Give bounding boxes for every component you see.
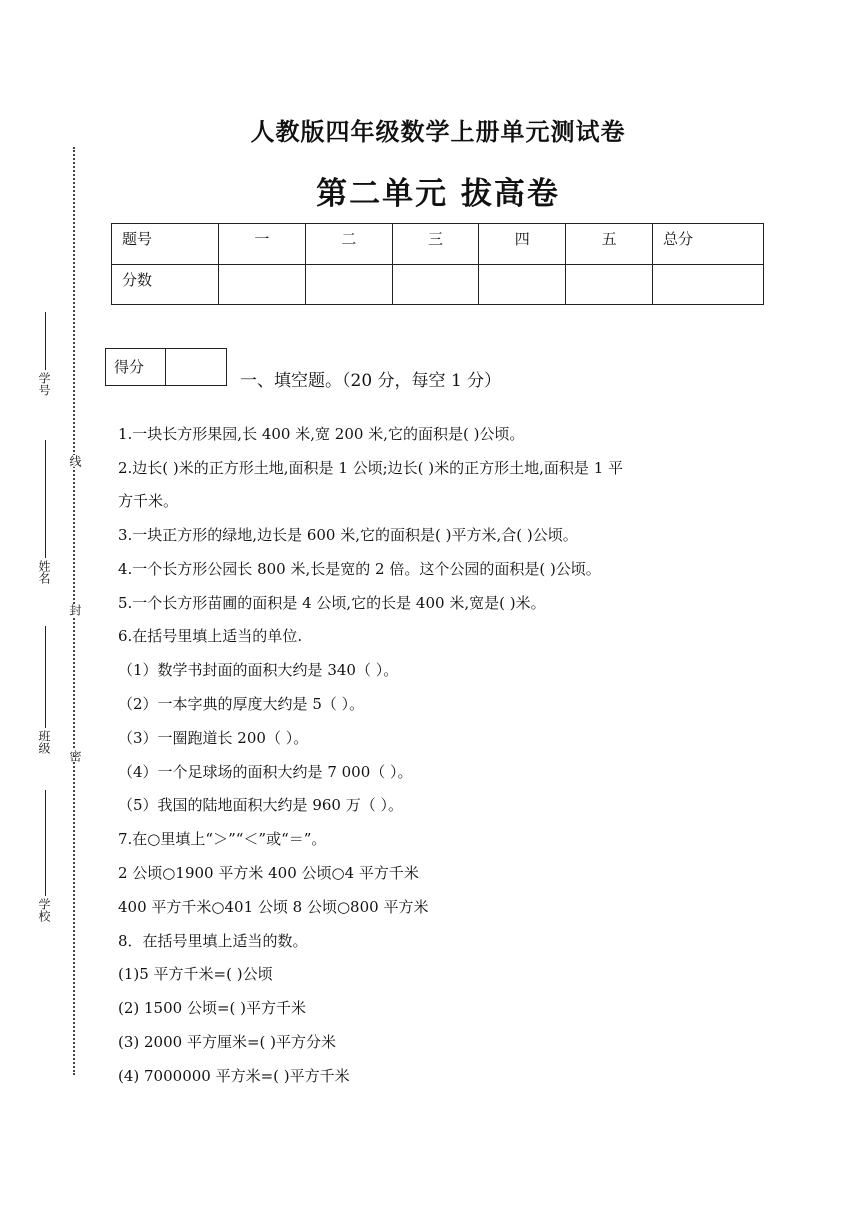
question-line: (3) 2000 平方厘米=( )平方分米 <box>118 1033 336 1051</box>
binding-underline <box>45 626 46 728</box>
question-line: 4.一个长方形公园长 800 米,长是宽的 2 倍。这个公园的面积是( )公顷。 <box>118 560 601 578</box>
section-heading: 一、填空题。（20 分，每空 1 分） <box>240 371 502 391</box>
score-table-cell: 二 <box>305 224 392 265</box>
binding-label-school: 学校 <box>37 898 51 922</box>
question-line: （4）一个足球场的面积大约是 7 000（ ）。 <box>118 763 413 781</box>
question-line: 1.一块长方形果园,长 400 米,宽 200 米,它的面积是( )公顷。 <box>118 425 525 443</box>
score-table-cell: 分数 <box>112 264 219 305</box>
score-box-label: 得分 <box>106 349 166 385</box>
question-line: （2）一本字典的厚度大约是 5（ ）。 <box>118 695 365 713</box>
score-table-cell: 总分 <box>653 224 764 265</box>
score-table-cell: 四 <box>479 224 566 265</box>
question-line: (4) 7000000 平方米=( )平方千米 <box>118 1067 350 1085</box>
question-line: 2.边长( )米的正方形土地,面积是 1 公顷;边长( )米的正方形土地,面积是 1 平 <box>118 459 624 477</box>
score-table-cell: 题号 <box>112 224 219 265</box>
score-table-cell <box>305 264 392 305</box>
question-line: 8．在括号里填上适当的数。 <box>118 932 308 950</box>
binding-underline <box>45 440 46 558</box>
section-score-box <box>105 348 227 386</box>
score-table-header-row <box>112 224 764 265</box>
question-line: （5）我国的陆地面积大约是 960 万（ ）。 <box>118 796 403 814</box>
score-table-cell <box>219 264 306 305</box>
score-table-cell: 三 <box>392 224 479 265</box>
question-line: 2 公顷○1900 平方米 400 公顷○4 平方千米 <box>118 864 419 882</box>
question-line: （1）数学书封面的面积大约是 340（ ）。 <box>118 661 399 679</box>
question-line: 5.一个长方形苗圃的面积是 4 公顷,它的长是 400 米,宽是( )米。 <box>118 594 546 612</box>
score-table-cell: 一 <box>219 224 306 265</box>
binding-label-class: 班级 <box>37 730 51 754</box>
question-line: 方千米。 <box>118 492 179 510</box>
paper-subtitle: 第二单元 拔高卷 <box>316 176 560 212</box>
binding-underline <box>45 790 46 896</box>
score-table-score-row <box>112 264 764 305</box>
score-table-cell <box>653 264 764 305</box>
question-line: （3）一圈跑道长 200（ ）。 <box>118 729 309 747</box>
binding-seal-char: 密 <box>68 750 82 762</box>
question-line: 6.在括号里填上适当的单位. <box>118 627 303 645</box>
binding-seal-char: 封 <box>68 604 82 616</box>
question-line: (2) 1500 公顷=( )平方千米 <box>118 999 306 1017</box>
binding-seal-char: 线 <box>68 455 82 467</box>
score-table-cell: 五 <box>566 224 653 265</box>
score-table <box>111 223 764 305</box>
binding-label-student-id: 学号 <box>37 372 51 396</box>
binding-underline <box>45 312 46 370</box>
binding-label-name: 姓名 <box>37 560 51 584</box>
question-line: 7.在○里填上“＞”“＜”或“＝”。 <box>118 830 327 848</box>
question-line: (1)5 平方千米=( )公顷 <box>118 965 273 983</box>
question-line: 3.一块正方形的绿地,边长是 600 米,它的面积是( )平方米,合( )公顷。 <box>118 526 578 544</box>
score-table-cell <box>566 264 653 305</box>
score-table-cell <box>392 264 479 305</box>
score-table-cell <box>479 264 566 305</box>
question-line: 400 平方千米○401 公顷 8 公顷○800 平方米 <box>118 898 429 916</box>
paper-title: 人教版四年级数学上册单元测试卷 <box>250 118 626 146</box>
